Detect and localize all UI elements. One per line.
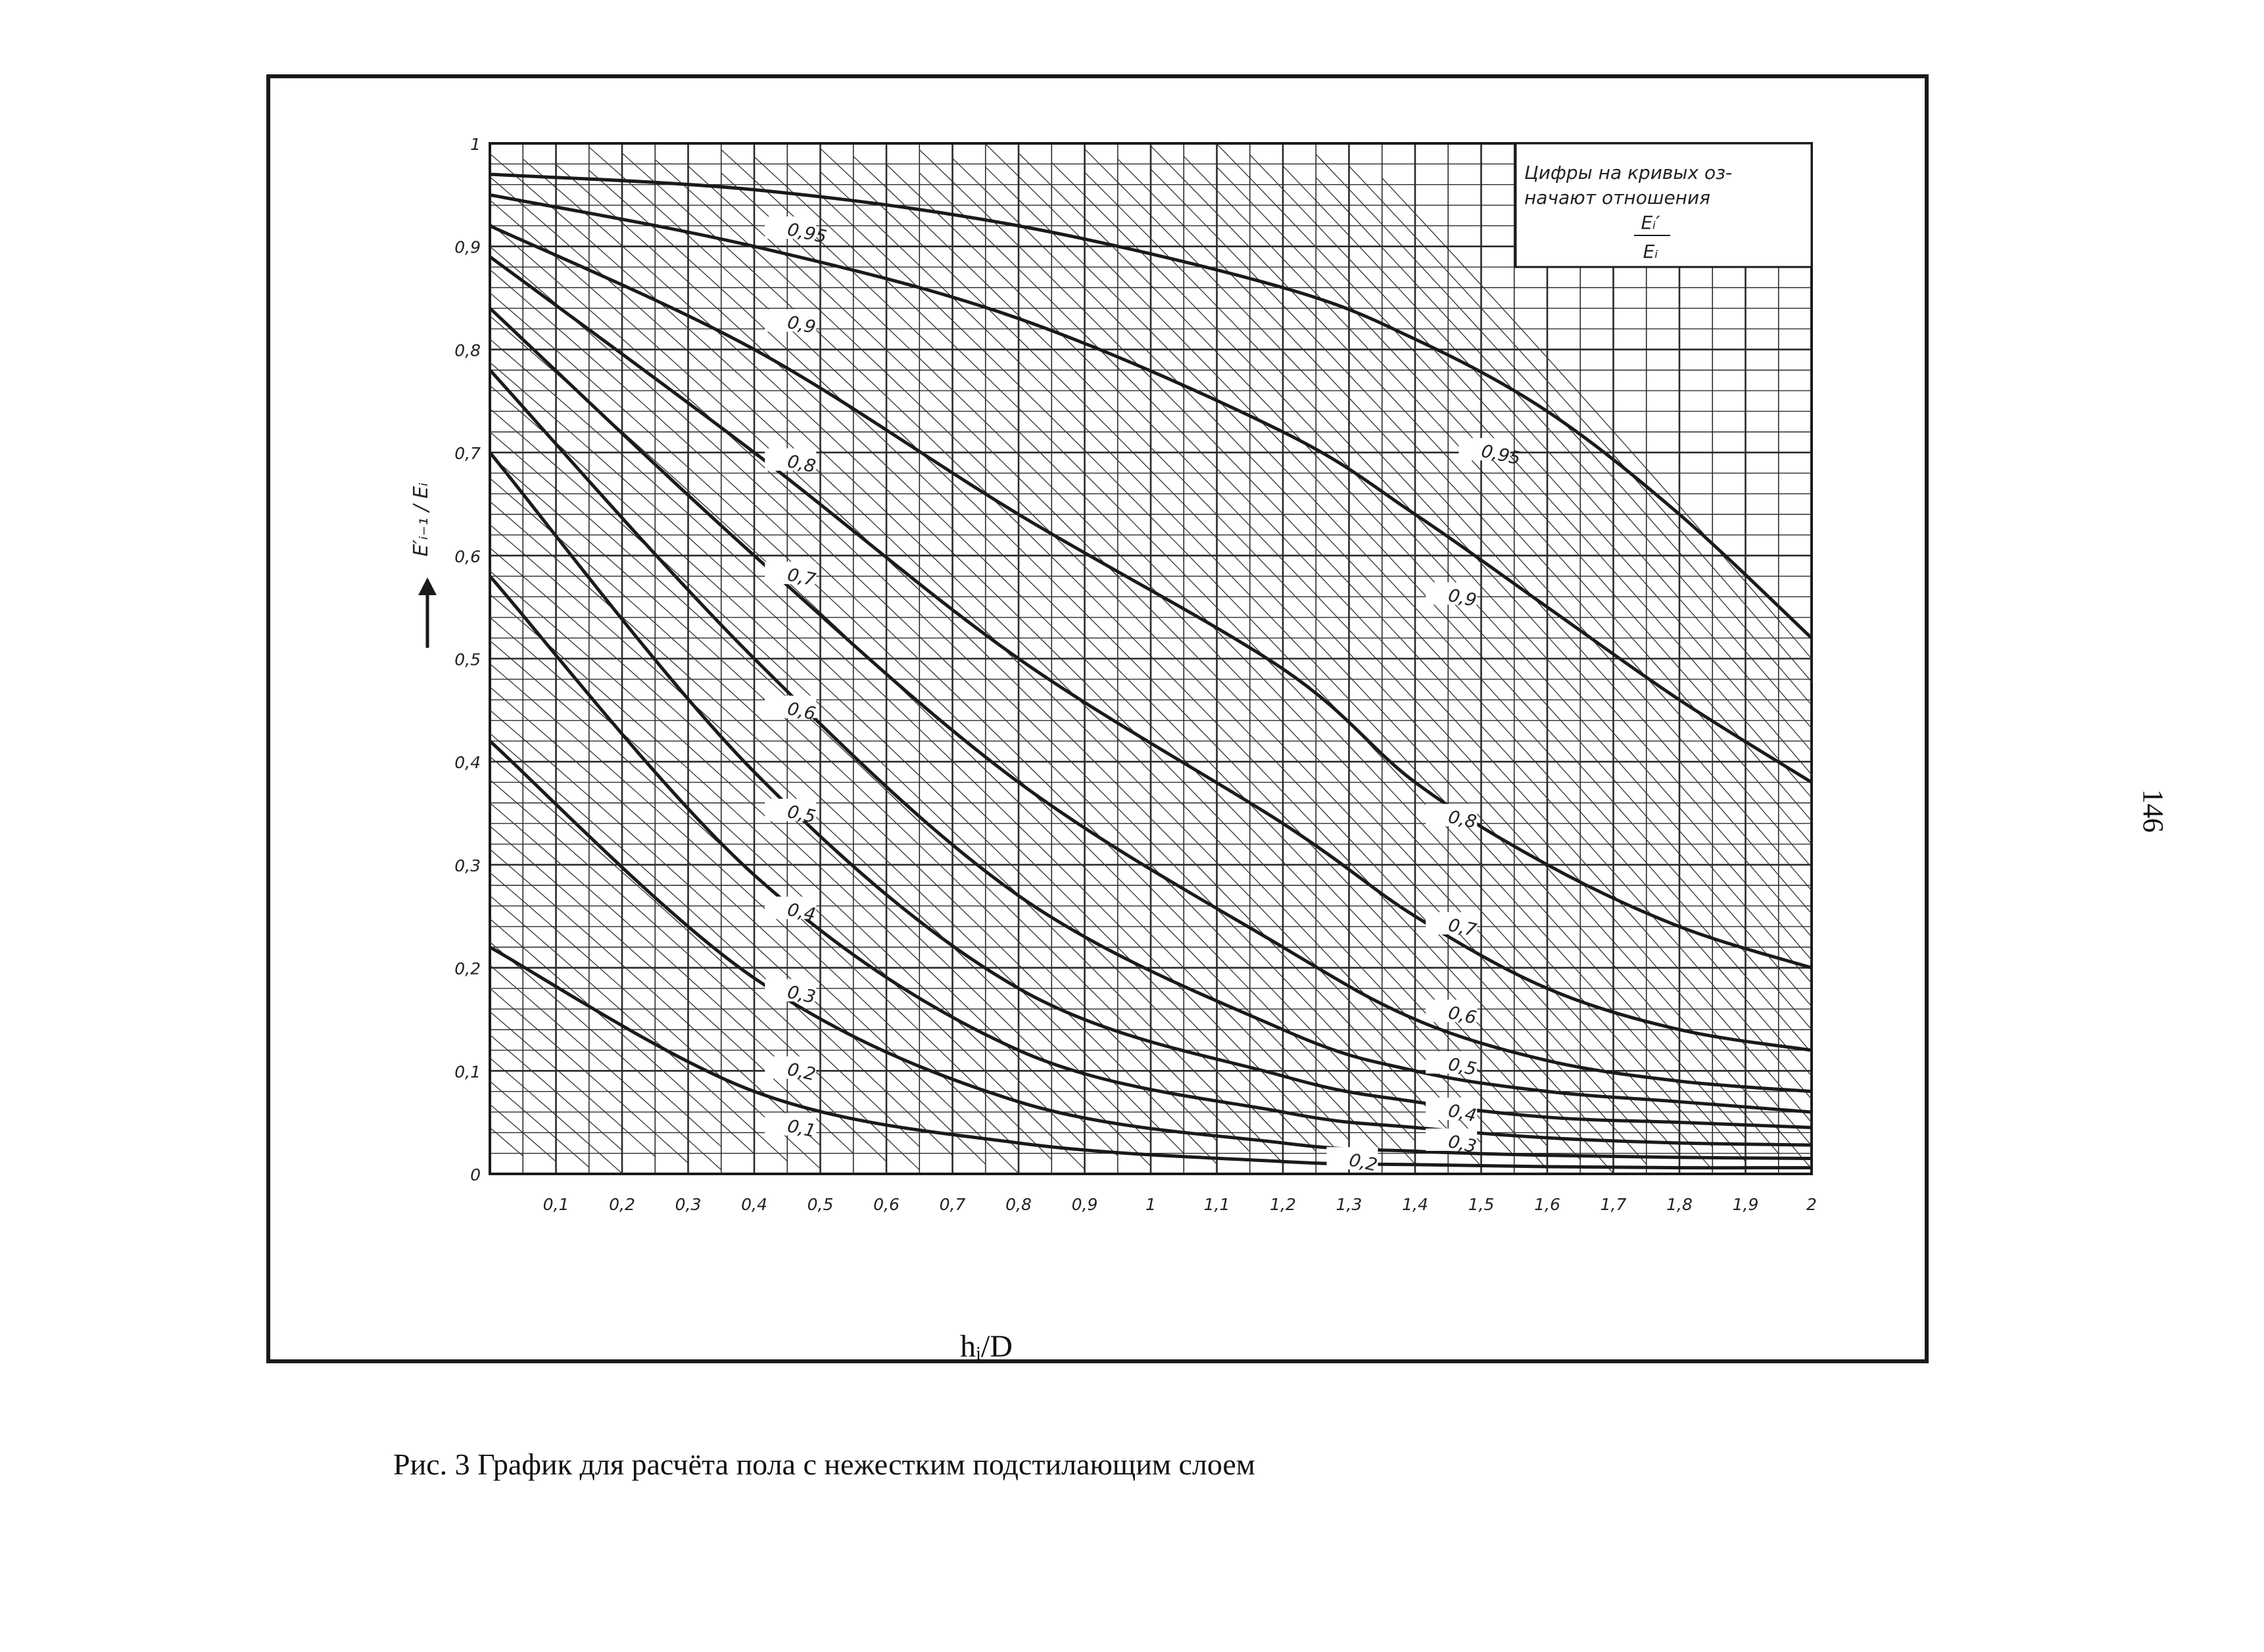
x-axis-title: hᵢ/D <box>960 1329 1013 1364</box>
diagonal-curve <box>787 164 1745 1162</box>
y-tick-label: 0,4 <box>454 753 481 773</box>
curve-label: 0,95 <box>1479 441 1523 470</box>
x-tick-label: 1,3 <box>1336 1195 1362 1214</box>
y-tick-label: 0,3 <box>454 856 481 875</box>
y-tick-label: 0,6 <box>454 547 481 566</box>
curve-label: 0,8 <box>1446 806 1479 833</box>
axis-ticks <box>454 135 1817 1214</box>
x-tick-label: 0,6 <box>873 1195 900 1214</box>
diagonal-curve <box>986 144 1812 1030</box>
diagonal-curve <box>490 362 1316 1152</box>
diagonal-curve <box>986 167 1812 1053</box>
curve-label: 0,9 <box>1446 585 1479 612</box>
legend-note <box>1516 143 1812 267</box>
curve-label: 0,6 <box>1446 1002 1479 1029</box>
curve-label: 0,3 <box>1446 1131 1479 1157</box>
x-tick-label: 0,5 <box>807 1195 834 1214</box>
x-tick-label: 1,5 <box>1468 1195 1495 1214</box>
x-tick-label: 1,7 <box>1600 1195 1627 1214</box>
page-number: 146 <box>2137 789 2169 833</box>
x-tick-label: 1,4 <box>1402 1195 1428 1214</box>
diagonal-curve <box>490 896 787 1161</box>
legend-fraction-numerator: Eᵢ′ <box>1641 212 1660 233</box>
x-tick-label: 1,9 <box>1732 1195 1759 1214</box>
x-tick-label: 0,1 <box>542 1195 569 1214</box>
curve-label: 0,2 <box>785 1059 818 1085</box>
y-tick-label: 0,8 <box>454 341 481 360</box>
y-tick-label: 1 <box>470 135 481 154</box>
curve-label: 0,4 <box>1446 1100 1479 1127</box>
y-axis-arrow-head <box>418 577 437 595</box>
y-axis-title: E′ᵢ₋₁ / Eᵢ <box>410 482 433 557</box>
diagonal-curve <box>490 154 1514 1156</box>
curve-labels <box>765 216 1522 1176</box>
curve-label: 0,1 <box>785 1115 818 1142</box>
x-tick-label: 0,9 <box>1071 1195 1098 1214</box>
x-tick-label: 1,1 <box>1203 1195 1230 1214</box>
diagonal-curve <box>490 1011 655 1156</box>
curve-label: 0,8 <box>785 451 818 477</box>
diagonal-curve <box>688 166 1647 1142</box>
x-tick-label: 1,8 <box>1666 1195 1693 1214</box>
x-tick-label: 0,3 <box>675 1195 702 1214</box>
curve-label: 0,5 <box>785 801 818 828</box>
x-tick-label: 0,7 <box>939 1195 966 1214</box>
chart-grid <box>490 143 1812 1174</box>
curve-label: 0,7 <box>1446 915 1479 941</box>
y-tick-label: 0,2 <box>454 959 481 979</box>
x-tick-label: 0,4 <box>741 1195 767 1214</box>
curve-label: 0,3 <box>785 982 818 1008</box>
x-tick-label: 2 <box>1806 1195 1817 1214</box>
curve-label: 0,5 <box>1446 1054 1479 1081</box>
legend-note-line2: начают отношения <box>1524 187 1711 208</box>
legend-fraction-denominator: Eᵢ <box>1643 241 1658 262</box>
x-tick-label: 1,6 <box>1534 1195 1560 1214</box>
diagonal-curve <box>490 1128 523 1156</box>
y-axis-label <box>410 483 437 648</box>
y-tick-label: 0,9 <box>454 237 481 257</box>
y-tick-label: 0,5 <box>454 650 481 669</box>
y-tick-label: 0,7 <box>454 444 481 464</box>
curve-label: 0,6 <box>785 698 818 725</box>
curve-label: 0,2 <box>1347 1150 1380 1176</box>
curve-label: 0,7 <box>785 564 818 591</box>
curve-label: 0,9 <box>785 312 818 338</box>
y-tick-label: 0 <box>470 1165 481 1184</box>
diagonal-curve <box>490 1081 589 1167</box>
x-tick-label: 1 <box>1145 1195 1156 1214</box>
curve-label: 0,95 <box>785 219 829 248</box>
y-tick-label: 0,1 <box>454 1062 481 1082</box>
x-tick-label: 1,2 <box>1270 1195 1296 1214</box>
curve-label: 0,4 <box>785 899 818 926</box>
figure-caption: Рис. 3 График для расчёта пола с нежестким подстилающим слоем <box>393 1447 1255 1481</box>
x-tick-label: 0,2 <box>609 1195 635 1214</box>
x-tick-label: 0,8 <box>1005 1195 1032 1214</box>
legend-note-line1: Цифры на кривых оз- <box>1524 162 1733 183</box>
